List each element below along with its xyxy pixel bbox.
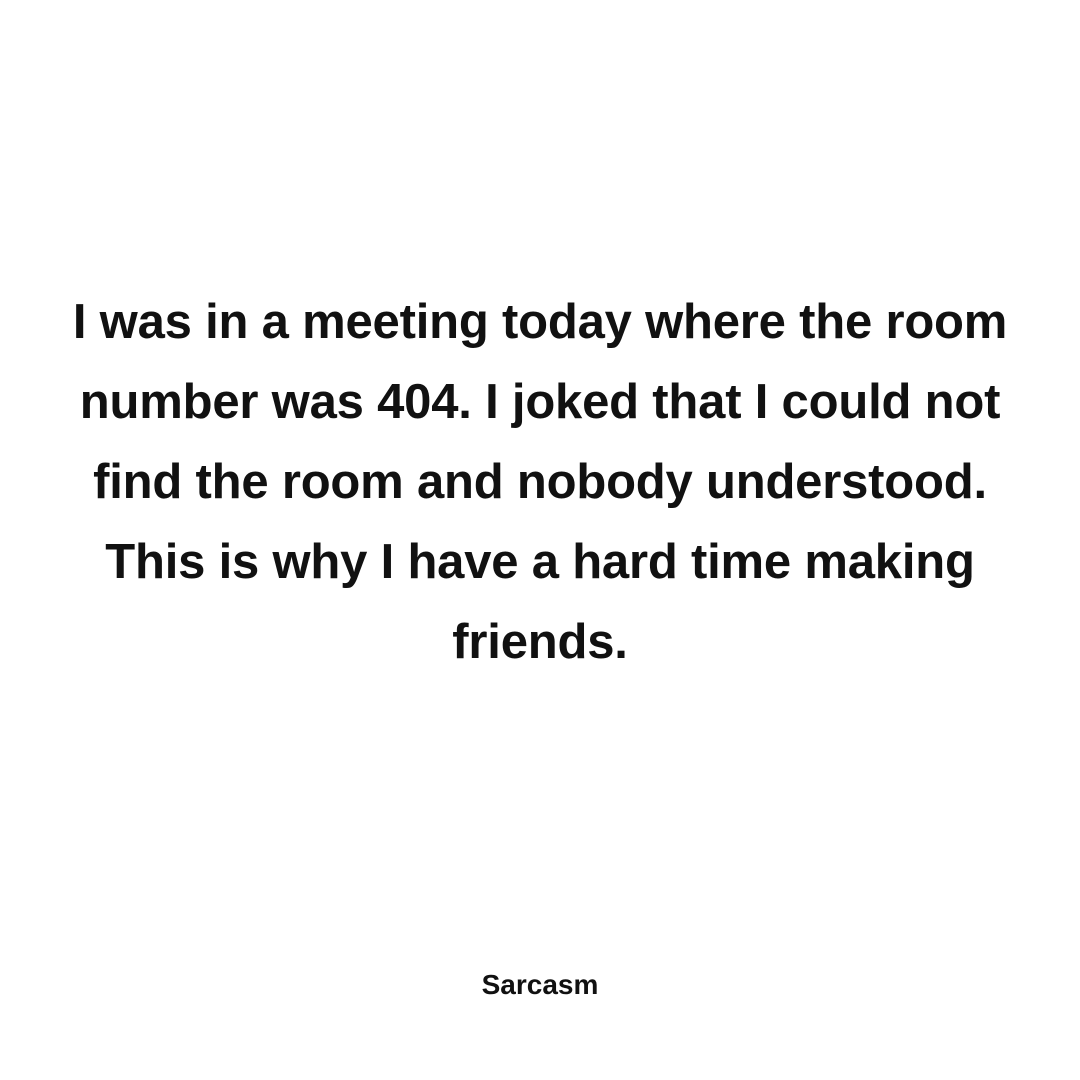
quote-line-3: find the room and nobody understood. [93, 455, 987, 509]
attribution-label: Sarcasm [481, 969, 599, 1000]
quote-line-1: I was in a meeting today where the room [72, 295, 1008, 349]
quote-line-2: number was 404. I joked that I could not [79, 375, 1001, 429]
quote-text [40, 282, 1040, 682]
quote-line-5: friends. [452, 615, 628, 669]
quote-line-4: This is why I have a hard time making [105, 535, 975, 589]
